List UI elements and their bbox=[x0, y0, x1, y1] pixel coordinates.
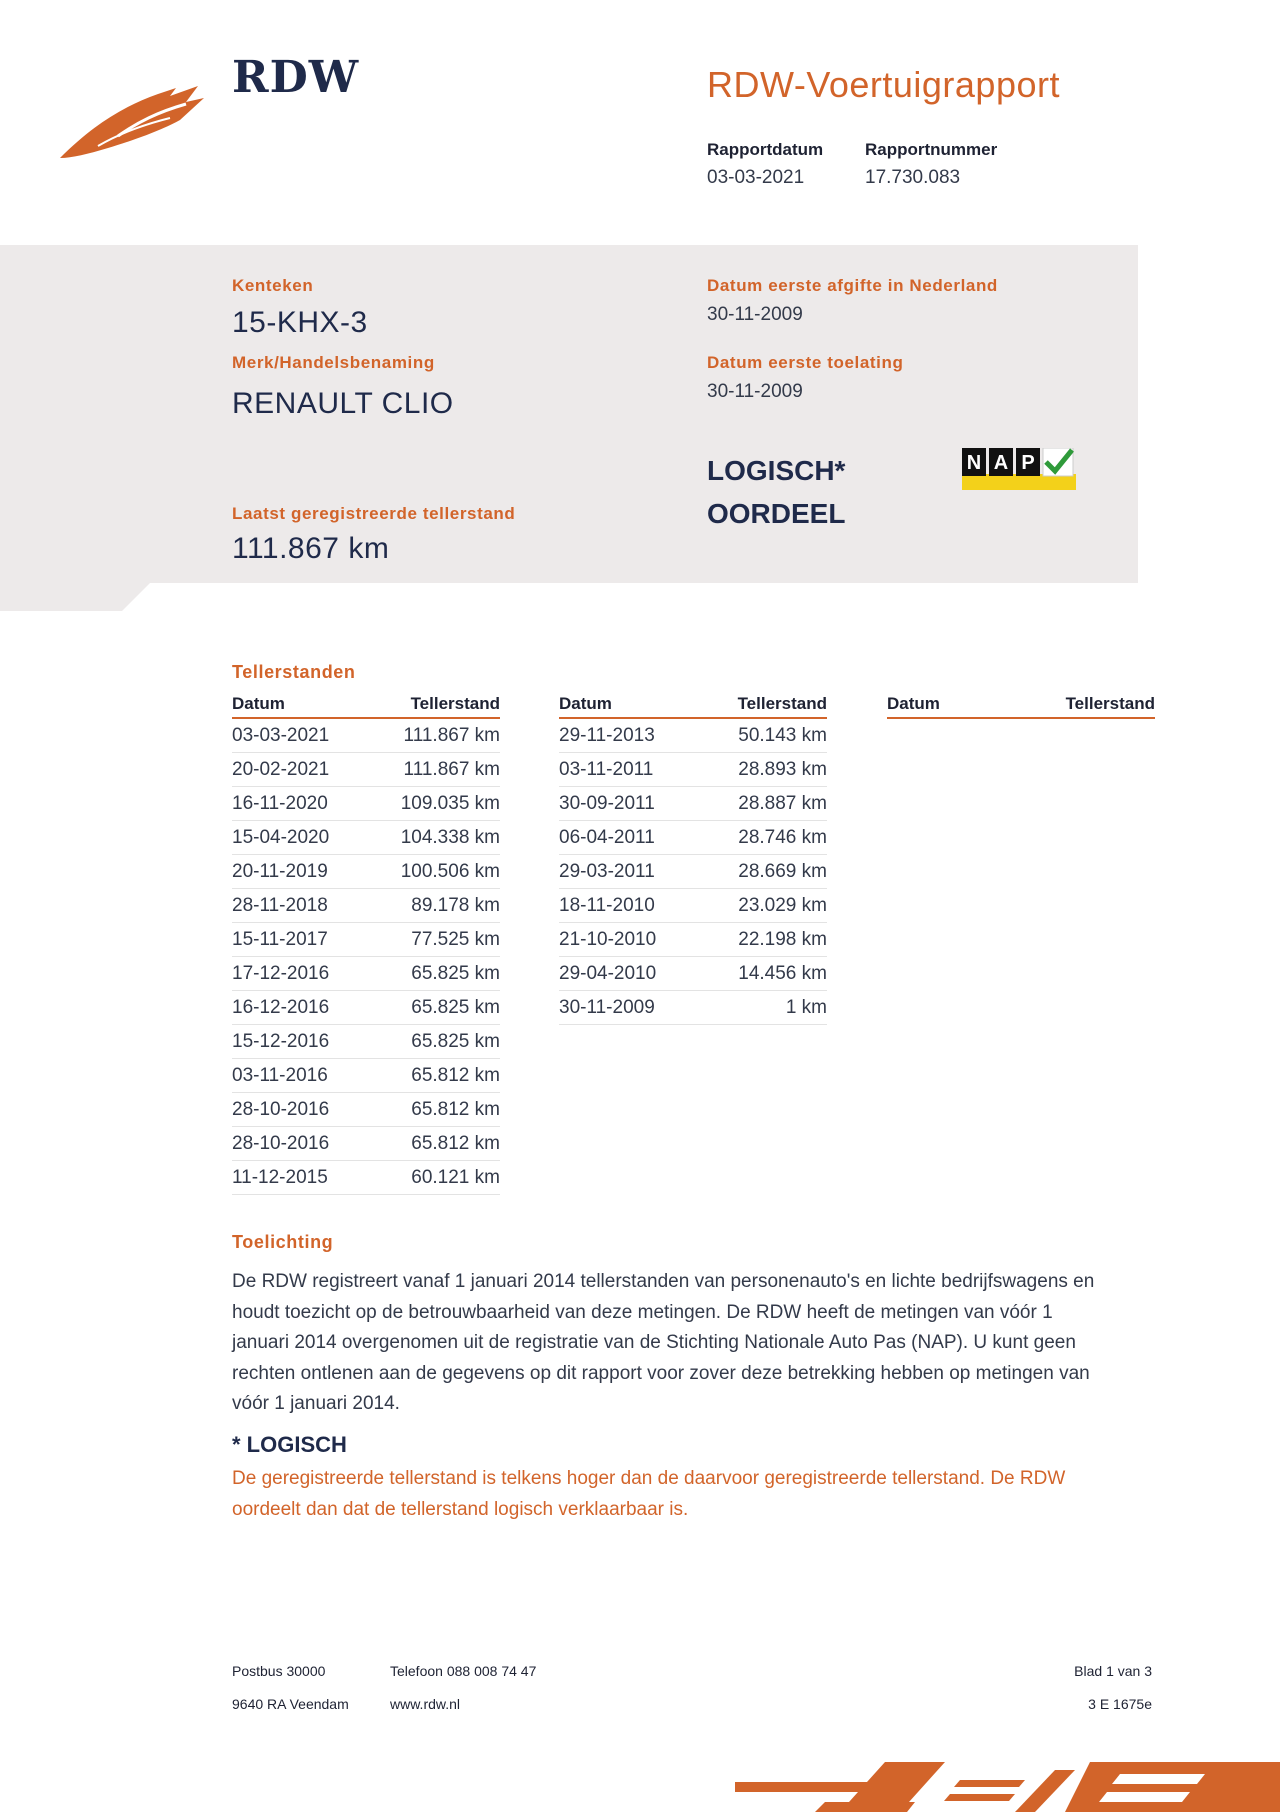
reading-date: 17-12-2016 bbox=[232, 957, 365, 991]
report-number-value: 17.730.083 bbox=[865, 167, 961, 188]
explanation-text: De RDW registreert vanaf 1 januari 2014 tellerstanden van personenauto's en lichte bedrijfswagens en houdt toezicht op de betrouwbaarheid van deze metingen. De RDW heeft de metingen van vóór 1 januari 2014 overgenomen uit de registratie van de Stichting Nationale Auto Pas (NAP). U kunt geen rechten ontlenen aan de gegevens op dit rapport voor zover deze betrekking hebben op metingen van vóór 1 januari 2014. bbox=[232, 1271, 1095, 1414]
table-row bbox=[559, 821, 827, 855]
reading-km: 28.669 km bbox=[699, 855, 827, 889]
first-issue-value: 30-11-2009 bbox=[707, 304, 803, 325]
verdict-line-1: LOGISCH* bbox=[707, 455, 846, 486]
col-date-header: Datum bbox=[232, 690, 365, 718]
footnote-text: De geregistreerde tellerstand is telkens hoger dan de daarvoor geregistreerde tellerstand. De RDW oordeelt dan dat de tellerstand logisch verklaarbaar is. bbox=[232, 1468, 1066, 1520]
reading-km: 28.893 km bbox=[699, 753, 827, 787]
reading-km: 109.035 km bbox=[365, 787, 500, 821]
col-km-header: Tellerstand bbox=[699, 690, 827, 718]
reading-date: 29-03-2011 bbox=[559, 855, 699, 889]
first-issue-label: Datum eerste afgifte in Nederland bbox=[707, 276, 998, 295]
readings-title: Tellerstanden bbox=[232, 662, 356, 682]
reading-date: 20-02-2021 bbox=[232, 753, 365, 787]
reading-km: 14.456 km bbox=[699, 957, 827, 991]
reading-km: 23.029 km bbox=[699, 889, 827, 923]
panel-notch bbox=[0, 583, 150, 611]
reading-km: 65.825 km bbox=[365, 957, 500, 991]
reading-date: 15-12-2016 bbox=[232, 1025, 365, 1059]
reading-km: 65.812 km bbox=[365, 1059, 500, 1093]
odometer-label: Laatst geregistreerde tellerstand bbox=[232, 504, 516, 523]
table-row bbox=[232, 821, 500, 855]
reading-km: 22.198 km bbox=[699, 923, 827, 957]
reading-date: 28-10-2016 bbox=[232, 1127, 365, 1161]
nap-check-icon bbox=[962, 448, 1076, 490]
decorative-stripes-icon bbox=[735, 1762, 1280, 1812]
reading-km: 100.506 km bbox=[365, 855, 500, 889]
table-row bbox=[232, 855, 500, 889]
reading-date: 18-11-2010 bbox=[559, 889, 699, 923]
reading-km: 50.143 km bbox=[699, 718, 827, 753]
col-km-header: Tellerstand bbox=[987, 690, 1155, 718]
reading-km: 28.887 km bbox=[699, 787, 827, 821]
footer-city: 9640 RA Veendam bbox=[232, 1696, 349, 1712]
reading-date: 06-04-2011 bbox=[559, 821, 699, 855]
reading-date: 03-11-2016 bbox=[232, 1059, 365, 1093]
reading-date: 15-04-2020 bbox=[232, 821, 365, 855]
reading-date: 16-11-2020 bbox=[232, 787, 365, 821]
table-row bbox=[232, 1161, 500, 1195]
reading-date: 28-11-2018 bbox=[232, 889, 365, 923]
report-date-label: Rapportdatum bbox=[707, 140, 824, 159]
table-row bbox=[232, 1059, 500, 1093]
reading-date: 20-11-2019 bbox=[232, 855, 365, 889]
report-title: RDW-Voertuigrapport bbox=[707, 64, 1060, 105]
footer-phone: Telefoon 088 008 74 47 bbox=[390, 1663, 537, 1679]
rdw-wing-logo-icon bbox=[58, 80, 208, 160]
reading-date: 21-10-2010 bbox=[559, 923, 699, 957]
reading-date: 29-04-2010 bbox=[559, 957, 699, 991]
reading-date: 29-11-2013 bbox=[559, 718, 699, 753]
plate-value: 15-KHX-3 bbox=[232, 306, 368, 339]
table-row bbox=[232, 991, 500, 1025]
table-row bbox=[559, 889, 827, 923]
footnote-title: * LOGISCH bbox=[232, 1432, 347, 1457]
report-number-label: Rapportnummer bbox=[865, 140, 998, 159]
odometer-value: 111.867 km bbox=[232, 532, 390, 565]
table-row bbox=[232, 1093, 500, 1127]
reading-date: 16-12-2016 bbox=[232, 991, 365, 1025]
col-date-header: Datum bbox=[887, 690, 987, 718]
reading-km: 65.825 km bbox=[365, 991, 500, 1025]
table-row bbox=[232, 1127, 500, 1161]
table-row bbox=[559, 923, 827, 957]
reading-km: 60.121 km bbox=[365, 1161, 500, 1195]
reading-km: 77.525 km bbox=[365, 923, 500, 957]
table-row bbox=[232, 718, 500, 753]
reading-date: 30-09-2011 bbox=[559, 787, 699, 821]
reading-km: 1 km bbox=[699, 991, 827, 1025]
col-km-header: Tellerstand bbox=[365, 690, 500, 718]
footer-web-link[interactable]: www.rdw.nl bbox=[390, 1696, 461, 1712]
reading-km: 89.178 km bbox=[365, 889, 500, 923]
reading-date: 03-11-2011 bbox=[559, 753, 699, 787]
reading-km: 111.867 km bbox=[365, 718, 500, 753]
table-row bbox=[232, 787, 500, 821]
table-row bbox=[232, 923, 500, 957]
table-row bbox=[559, 753, 827, 787]
table-row bbox=[232, 1025, 500, 1059]
table-row bbox=[559, 787, 827, 821]
nap-letter-a: A bbox=[993, 452, 1009, 474]
nap-letter-p: P bbox=[1021, 452, 1035, 474]
reading-km: 65.825 km bbox=[365, 1025, 500, 1059]
reading-date: 03-03-2021 bbox=[232, 718, 365, 753]
table-row bbox=[232, 957, 500, 991]
table-row bbox=[559, 957, 827, 991]
report-date-value: 03-03-2021 bbox=[707, 167, 805, 188]
table-row bbox=[559, 991, 827, 1025]
reading-km: 104.338 km bbox=[365, 821, 500, 855]
make-value: RENAULT CLIO bbox=[232, 387, 454, 420]
make-label: Merk/Handelsbenaming bbox=[232, 353, 435, 372]
first-admission-label: Datum eerste toelating bbox=[707, 353, 904, 372]
nap-letter-n: N bbox=[966, 452, 982, 474]
readings-table-3 bbox=[887, 690, 1155, 719]
reading-km: 65.812 km bbox=[365, 1093, 500, 1127]
rdw-logo-text: RDW bbox=[232, 52, 360, 103]
table-row bbox=[232, 753, 500, 787]
col-date-header: Datum bbox=[559, 690, 699, 718]
footer-postbus: Postbus 30000 bbox=[232, 1663, 326, 1679]
explanation-title: Toelichting bbox=[232, 1232, 334, 1252]
reading-date: 15-11-2017 bbox=[232, 923, 365, 957]
reading-km: 65.812 km bbox=[365, 1127, 500, 1161]
footer-page: Blad 1 van 3 bbox=[1074, 1663, 1152, 1679]
footer-code: 3 E 1675e bbox=[1088, 1696, 1152, 1712]
reading-km: 111.867 km bbox=[365, 753, 500, 787]
table-row bbox=[559, 855, 827, 889]
verdict-line-2: OORDEEL bbox=[707, 498, 846, 529]
readings-table-1 bbox=[232, 690, 500, 1195]
plate-label: Kenteken bbox=[232, 276, 314, 295]
readings-table-2 bbox=[559, 690, 827, 1025]
first-admission-value: 30-11-2009 bbox=[707, 381, 803, 402]
reading-date: 11-12-2015 bbox=[232, 1161, 365, 1195]
table-row bbox=[559, 718, 827, 753]
reading-date: 28-10-2016 bbox=[232, 1093, 365, 1127]
reading-km: 28.746 km bbox=[699, 821, 827, 855]
reading-date: 30-11-2009 bbox=[559, 991, 699, 1025]
table-row bbox=[232, 889, 500, 923]
